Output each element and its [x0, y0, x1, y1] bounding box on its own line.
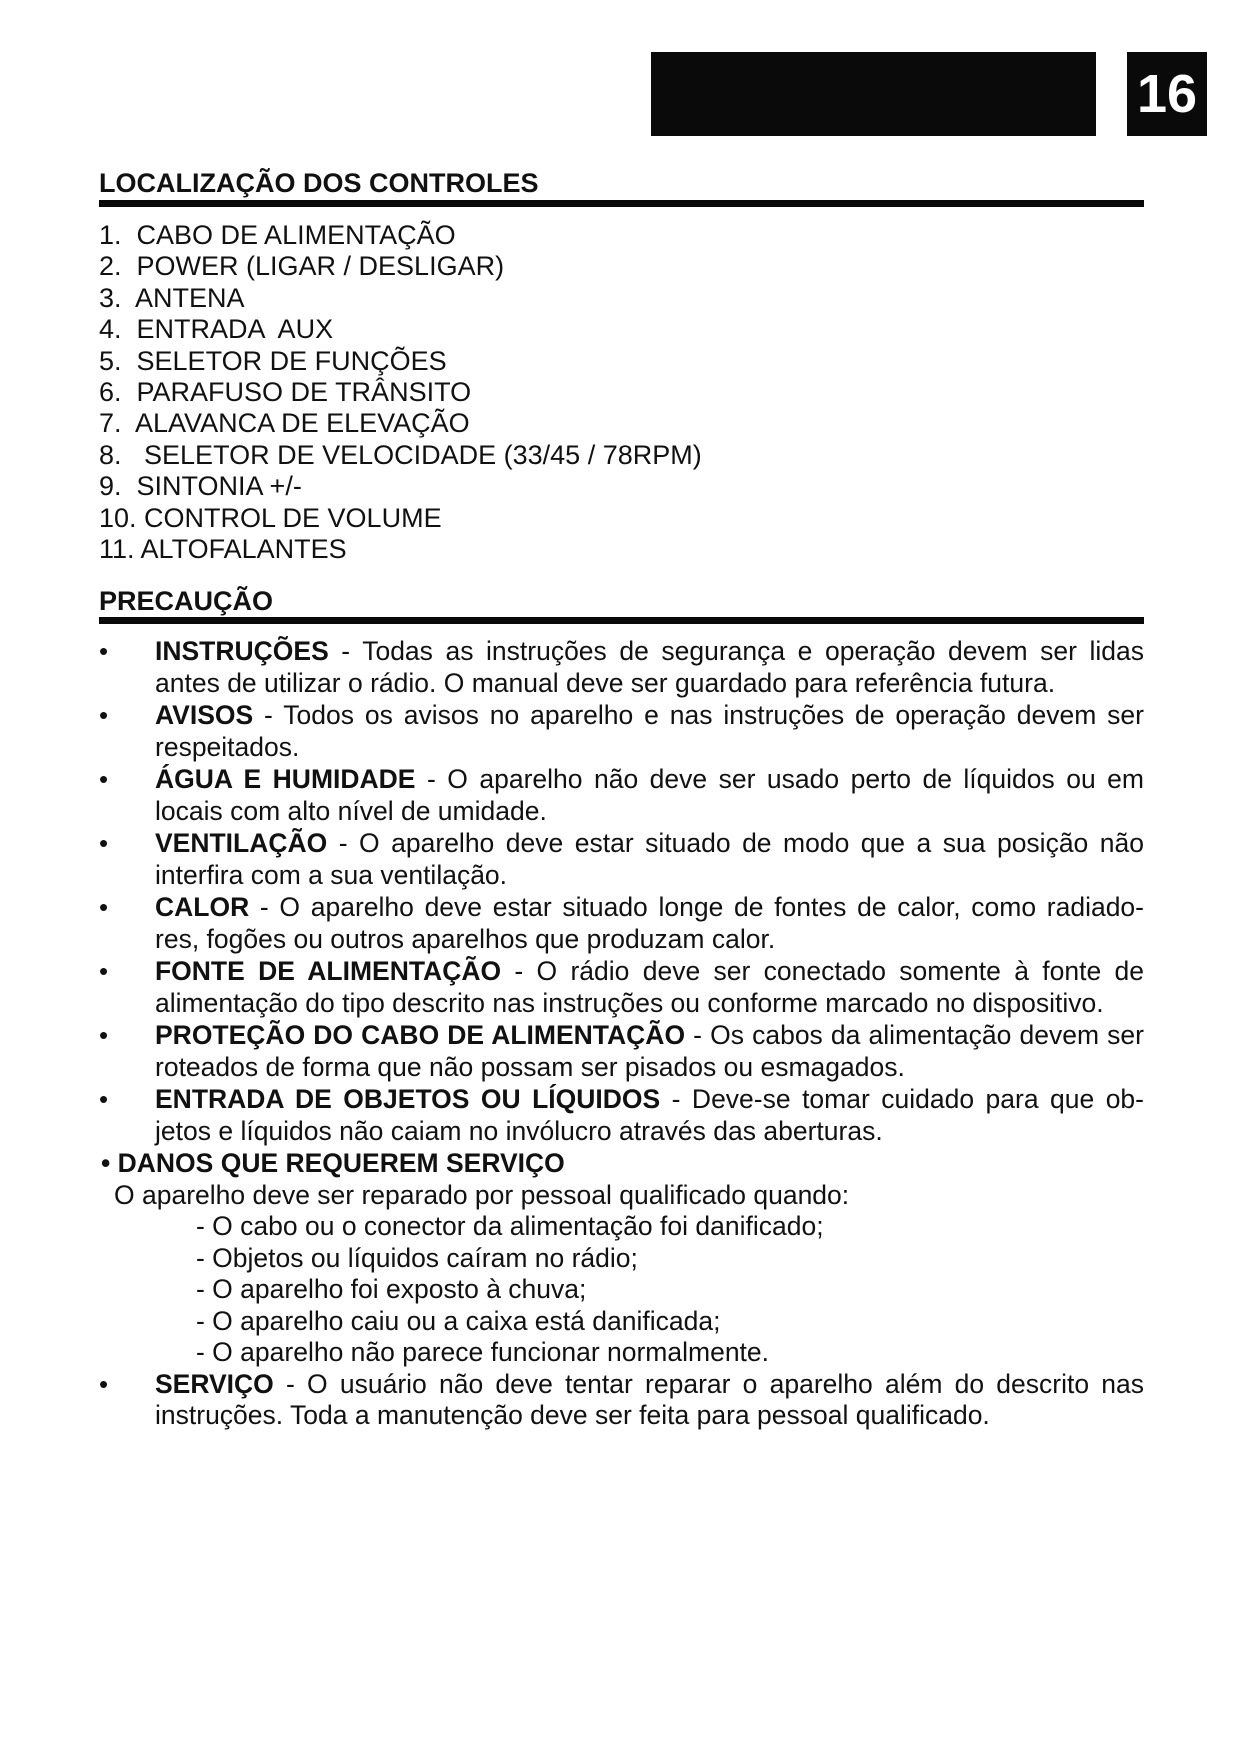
item-text: - O usuário não deve tentar reparar o aparelho além do descrito nas instruções. Toda a manutenção deve ser feita para pessoal qualificado.	[155, 1368, 1144, 1430]
bullet-icon: •	[99, 1020, 109, 1050]
bullet-icon: •	[99, 956, 109, 986]
bullet-icon: •	[99, 636, 109, 666]
precaution-item-fonte	[99, 956, 1144, 1019]
precaution-item-agua	[99, 764, 1144, 827]
item-text: - O aparelho não deve ser usado perto de líquidos ou em locais com alto nível de umidade.	[155, 764, 1144, 826]
precaution-item-instrucoes	[99, 636, 1144, 699]
list-item: 1. CABO DE ALIMENTAÇÃO	[99, 220, 456, 250]
bullet-icon: •	[99, 764, 109, 794]
precaution-item-protecao-cabo	[99, 1020, 1144, 1083]
list-item: - O cabo ou o conector da alimentação foi danificado;	[196, 1211, 824, 1241]
danos-heading: • DANOS QUE REQUEREM SERVIÇO	[101, 1148, 565, 1178]
item-text: - Os cabos da alimentação devem ser roteados de forma que não possam ser pisados ou esmagados.	[155, 1020, 1144, 1082]
item-text: - O aparelho deve estar situado longe de fontes de calor, como radiado-res, fogões ou outros aparelhos que produzam calor.	[155, 892, 1144, 954]
item-text: - O rádio deve ser conectado somente à fonte de alimentação do tipo descrito nas instruções ou conforme marcado no dispositivo.	[155, 956, 1144, 1018]
list-item: - O aparelho não parece funcionar normalmente.	[196, 1337, 770, 1367]
precaution-item-calor	[99, 892, 1144, 955]
list-item: - Objetos ou líquidos caíram no rádio;	[196, 1242, 638, 1273]
precaution-title-rule	[99, 617, 1144, 624]
item-text: - O aparelho deve estar situado de modo que a sua posição não interfira com a sua ventilação.	[155, 828, 1144, 890]
item-term: FONTE DE ALIMENTAÇÃO	[155, 956, 502, 986]
page-number: 16	[1127, 52, 1207, 136]
precaution-list	[99, 636, 1144, 1433]
item-text: - Todas as instruções de segurança e operação devem ser lidas antes de utilizar o rádio. O manual deve ser guardado para referência futura.	[155, 636, 1144, 698]
bullet-icon: •	[99, 828, 109, 858]
list-item: - O aparelho foi exposto à chuva;	[196, 1274, 587, 1304]
list-item: 11. ALTOFALANTES	[99, 534, 347, 565]
danos-intro: O aparelho deve ser reparado por pessoal qualificado quando:	[114, 1179, 850, 1210]
bullet-icon: •	[99, 1084, 109, 1114]
item-term: AVISOS	[155, 700, 254, 730]
precaution-section-title: PRECAUÇÃO	[99, 586, 274, 616]
precaution-item-ventilacao	[99, 828, 1144, 891]
list-item: 3. ANTENA	[99, 282, 245, 313]
header-black-bar	[651, 52, 1096, 136]
bullet-icon: •	[99, 1368, 109, 1399]
precaution-item-servico	[99, 1369, 1144, 1432]
item-term: CALOR	[155, 892, 250, 922]
item-text: - Todos os avisos no aparelho e nas instruções de operação devem ser respeitados.	[155, 700, 1144, 762]
list-item: 6. PARAFUSO DE TRÂNSITO	[99, 377, 472, 408]
precaution-item-entrada-objetos	[99, 1084, 1144, 1147]
list-item: 7. ALAVANCA DE ELEVAÇÃO	[99, 408, 470, 439]
list-item: 9. SINTONIA +/-	[99, 471, 302, 502]
controls-list	[99, 220, 702, 565]
item-text: - Deve-se tomar cuidado para que ob-jetos e líquidos não caiam no invólucro através das aberturas.	[155, 1084, 1144, 1146]
bullet-icon: •	[99, 892, 109, 922]
list-item: 10. CONTROL DE VOLUME	[99, 502, 442, 533]
item-term: ÁGUA E HUMIDADE	[155, 764, 416, 794]
controls-title-rule	[99, 200, 1144, 207]
list-item: 4. ENTRADA AUX	[99, 314, 334, 345]
item-term: SERVIÇO	[155, 1368, 274, 1399]
item-term: ENTRADA DE OBJETOS OU LÍQUIDOS	[155, 1084, 661, 1114]
list-item: 2. POWER (LIGAR / DESLIGAR)	[99, 251, 505, 282]
list-item: - O aparelho caiu ou a caixa está danificada;	[196, 1305, 721, 1336]
danos-sublist	[99, 1211, 1144, 1369]
item-term: INSTRUÇÕES	[155, 636, 329, 666]
bullet-icon: •	[99, 700, 109, 730]
list-item: 8. SELETOR DE VELOCIDADE (33/45 / 78RPM)	[99, 439, 702, 470]
item-term: VENTILAÇÃO	[155, 828, 328, 858]
list-item: 5. SELETOR DE FUNÇÕES	[99, 345, 447, 376]
precaution-item-avisos	[99, 700, 1144, 763]
item-term: PROTEÇÃO DO CABO DE ALIMENTAÇÃO	[155, 1020, 686, 1050]
controls-section-title: LOCALIZAÇÃO DOS CONTROLES	[99, 168, 539, 198]
